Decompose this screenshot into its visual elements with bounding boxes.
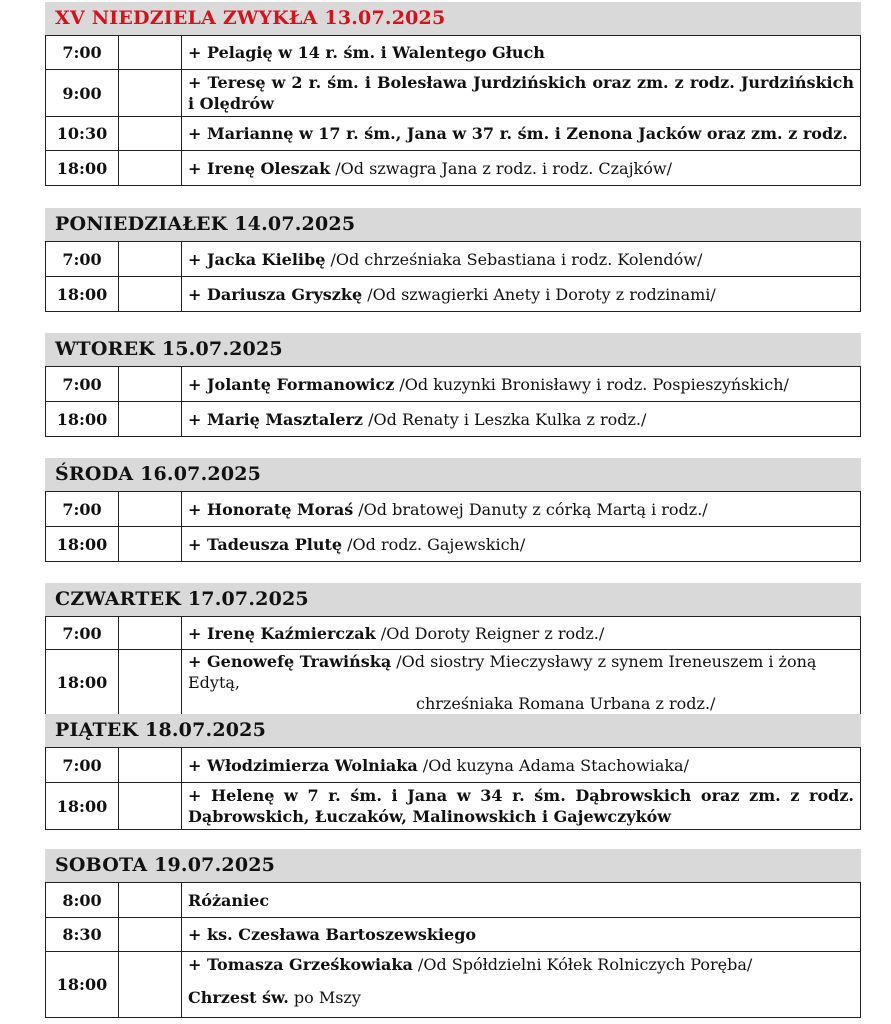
day-thursday — [45, 583, 861, 716]
mass-time: 9:00 — [46, 70, 119, 117]
table-row — [46, 242, 861, 277]
table-row — [46, 748, 861, 783]
day-friday — [45, 714, 861, 830]
mass-time: 18:00 — [46, 402, 119, 437]
table-row — [46, 883, 861, 918]
table-row — [46, 617, 861, 650]
day-header: PONIEDZIAŁEK 14.07.2025 — [45, 208, 861, 241]
table-row — [46, 117, 861, 151]
day-monday — [45, 208, 861, 312]
mass-time: 10:30 — [46, 117, 119, 151]
baptism-note — [188, 987, 854, 1008]
intention-name: + Dariusza Gryszkę — [188, 284, 363, 304]
table-row — [46, 277, 861, 312]
baptism-label: Chrzest św. — [188, 988, 289, 1007]
mass-intention — [182, 117, 861, 151]
mass-intention — [182, 952, 861, 1018]
table-row — [46, 151, 861, 186]
intention-name: Różaniec — [188, 890, 270, 910]
mass-intention — [182, 277, 861, 312]
mass-intention — [182, 918, 861, 952]
mass-intention — [182, 617, 861, 650]
day-header: PIĄTEK 18.07.2025 — [45, 714, 861, 747]
mass-intention — [182, 883, 861, 918]
mass-time: 18:00 — [46, 650, 119, 716]
mass-time: 8:30 — [46, 918, 119, 952]
intention-name: + Włodzimierza Wolniaka — [188, 755, 418, 775]
intention-name: + Marię Masztalerz — [188, 409, 364, 429]
intention-name: + ks. Czesława Bartoszewskiego — [188, 925, 477, 944]
mass-table — [45, 747, 861, 830]
intention-name: + Tomasza Grześkowiaka — [188, 955, 413, 974]
table-row — [46, 783, 861, 830]
intention-name: + Jacka Kielibę — [188, 249, 326, 269]
intention-note: /Od rodz. Gajewskich/ — [342, 534, 526, 554]
mass-intention — [182, 748, 861, 783]
mass-time: 18:00 — [46, 277, 119, 312]
intention-name: + Genowefę Trawińską — [188, 652, 392, 671]
table-row — [46, 36, 861, 70]
table-row — [46, 492, 861, 527]
mass-table — [45, 882, 861, 1018]
intention-note: /Od Renaty i Leszka Kulka z rodz./ — [363, 409, 647, 429]
mass-table — [45, 241, 861, 312]
day-saturday — [45, 849, 861, 1018]
intention-note: /Od bratowej Danuty z córką Martą i rodz./ — [353, 499, 708, 519]
day-header: SOBOTA 19.07.2025 — [45, 849, 861, 882]
intention-note: /Od szwagra Jana z rodz. i rodz. Czajków/ — [330, 158, 672, 178]
intention-name: + Tadeusza Plutę — [188, 534, 343, 554]
intention-note: /Od chrześniaka Sebastiana i rodz. Kolendów/ — [325, 249, 703, 269]
day-header: WTOREK 15.07.2025 — [45, 333, 861, 366]
day-wednesday — [45, 458, 861, 562]
table-row — [46, 402, 861, 437]
mass-time: 18:00 — [46, 151, 119, 186]
table-row — [46, 918, 861, 952]
table-row — [46, 367, 861, 402]
mass-intention — [182, 367, 861, 402]
mass-time: 7:00 — [46, 617, 119, 650]
mass-intention — [182, 402, 861, 437]
intention-name: + Jolantę Formanowicz — [188, 374, 395, 394]
mass-time: 8:00 — [46, 883, 119, 918]
mass-time: 7:00 — [46, 492, 119, 527]
mass-time: 18:00 — [46, 952, 119, 1018]
intention-name: + Honoratę Moraś — [188, 499, 354, 519]
mass-time: 18:00 — [46, 783, 119, 830]
mass-time: 7:00 — [46, 367, 119, 402]
mass-table — [45, 366, 861, 437]
mass-table — [45, 35, 861, 186]
intention-note-continued: chrześniaka Romana Urbana z rodz./ — [416, 694, 716, 713]
intention-note: /Od szwagierki Anety i Doroty z rodzinami/ — [362, 284, 716, 304]
mass-intention — [182, 70, 861, 117]
mass-intention — [182, 783, 861, 830]
mass-time: 7:00 — [46, 36, 119, 70]
intention-name: + Pelagię w 14 r. śm. i Walentego Głuch — [188, 43, 545, 62]
day-header: ŚRODA 16.07.2025 — [45, 458, 861, 491]
intention-name: + Irenę Oleszak — [188, 158, 331, 178]
day-sunday — [45, 2, 861, 186]
intention-name: + Mariannę w 17 r. śm., Jana w 37 r. śm. i Zenona Jacków oraz zm. z rodz. — [188, 124, 848, 143]
mass-time: 7:00 — [46, 748, 119, 783]
intention-note: /Od Spółdzielni Kółek Rolniczych Poręba/ — [412, 955, 753, 974]
mass-time: 7:00 — [46, 242, 119, 277]
intention-note: /Od kuzyna Adama Stachowiaka/ — [417, 755, 689, 775]
mass-intention — [182, 492, 861, 527]
mass-intention — [182, 151, 861, 186]
mass-intention — [182, 242, 861, 277]
intention-note: /Od siostry Mieczysławy z synem Ireneuszem i żoną Edytą, — [188, 652, 817, 692]
mass-table — [45, 491, 861, 562]
mass-time: 18:00 — [46, 527, 119, 562]
mass-table — [45, 616, 861, 716]
day-header: XV NIEDZIELA ZWYKŁA 13.07.2025 — [45, 2, 861, 35]
mass-intention — [182, 650, 861, 716]
day-header: CZWARTEK 17.07.2025 — [45, 583, 861, 616]
table-row — [46, 650, 861, 716]
intention-note: /Od Doroty Reigner z rodz./ — [375, 623, 605, 643]
table-row — [46, 952, 861, 1018]
mass-intention — [182, 36, 861, 70]
baptism-detail: po Mszy — [288, 988, 361, 1007]
table-row — [46, 70, 861, 117]
intention-name: + Teresę w 2 r. śm. i Bolesława Jurdzińskich oraz zm. z rodz. Jurdzińskich i Olędrów — [188, 73, 854, 113]
intention-name: + Helenę w 7 r. śm. i Jana w 34 r. śm. Dąbrowskich oraz zm. z rodz. Dąbrowskich, Łuczaków, Malinowskich i Gajewczyków — [188, 786, 854, 826]
mass-intention — [182, 527, 861, 562]
intention-name: + Irenę Kaźmierczak — [188, 623, 376, 643]
day-tuesday — [45, 333, 861, 437]
table-row — [46, 527, 861, 562]
intention-note: /Od kuzynki Bronisławy i rodz. Pospieszyńskich/ — [394, 374, 789, 394]
